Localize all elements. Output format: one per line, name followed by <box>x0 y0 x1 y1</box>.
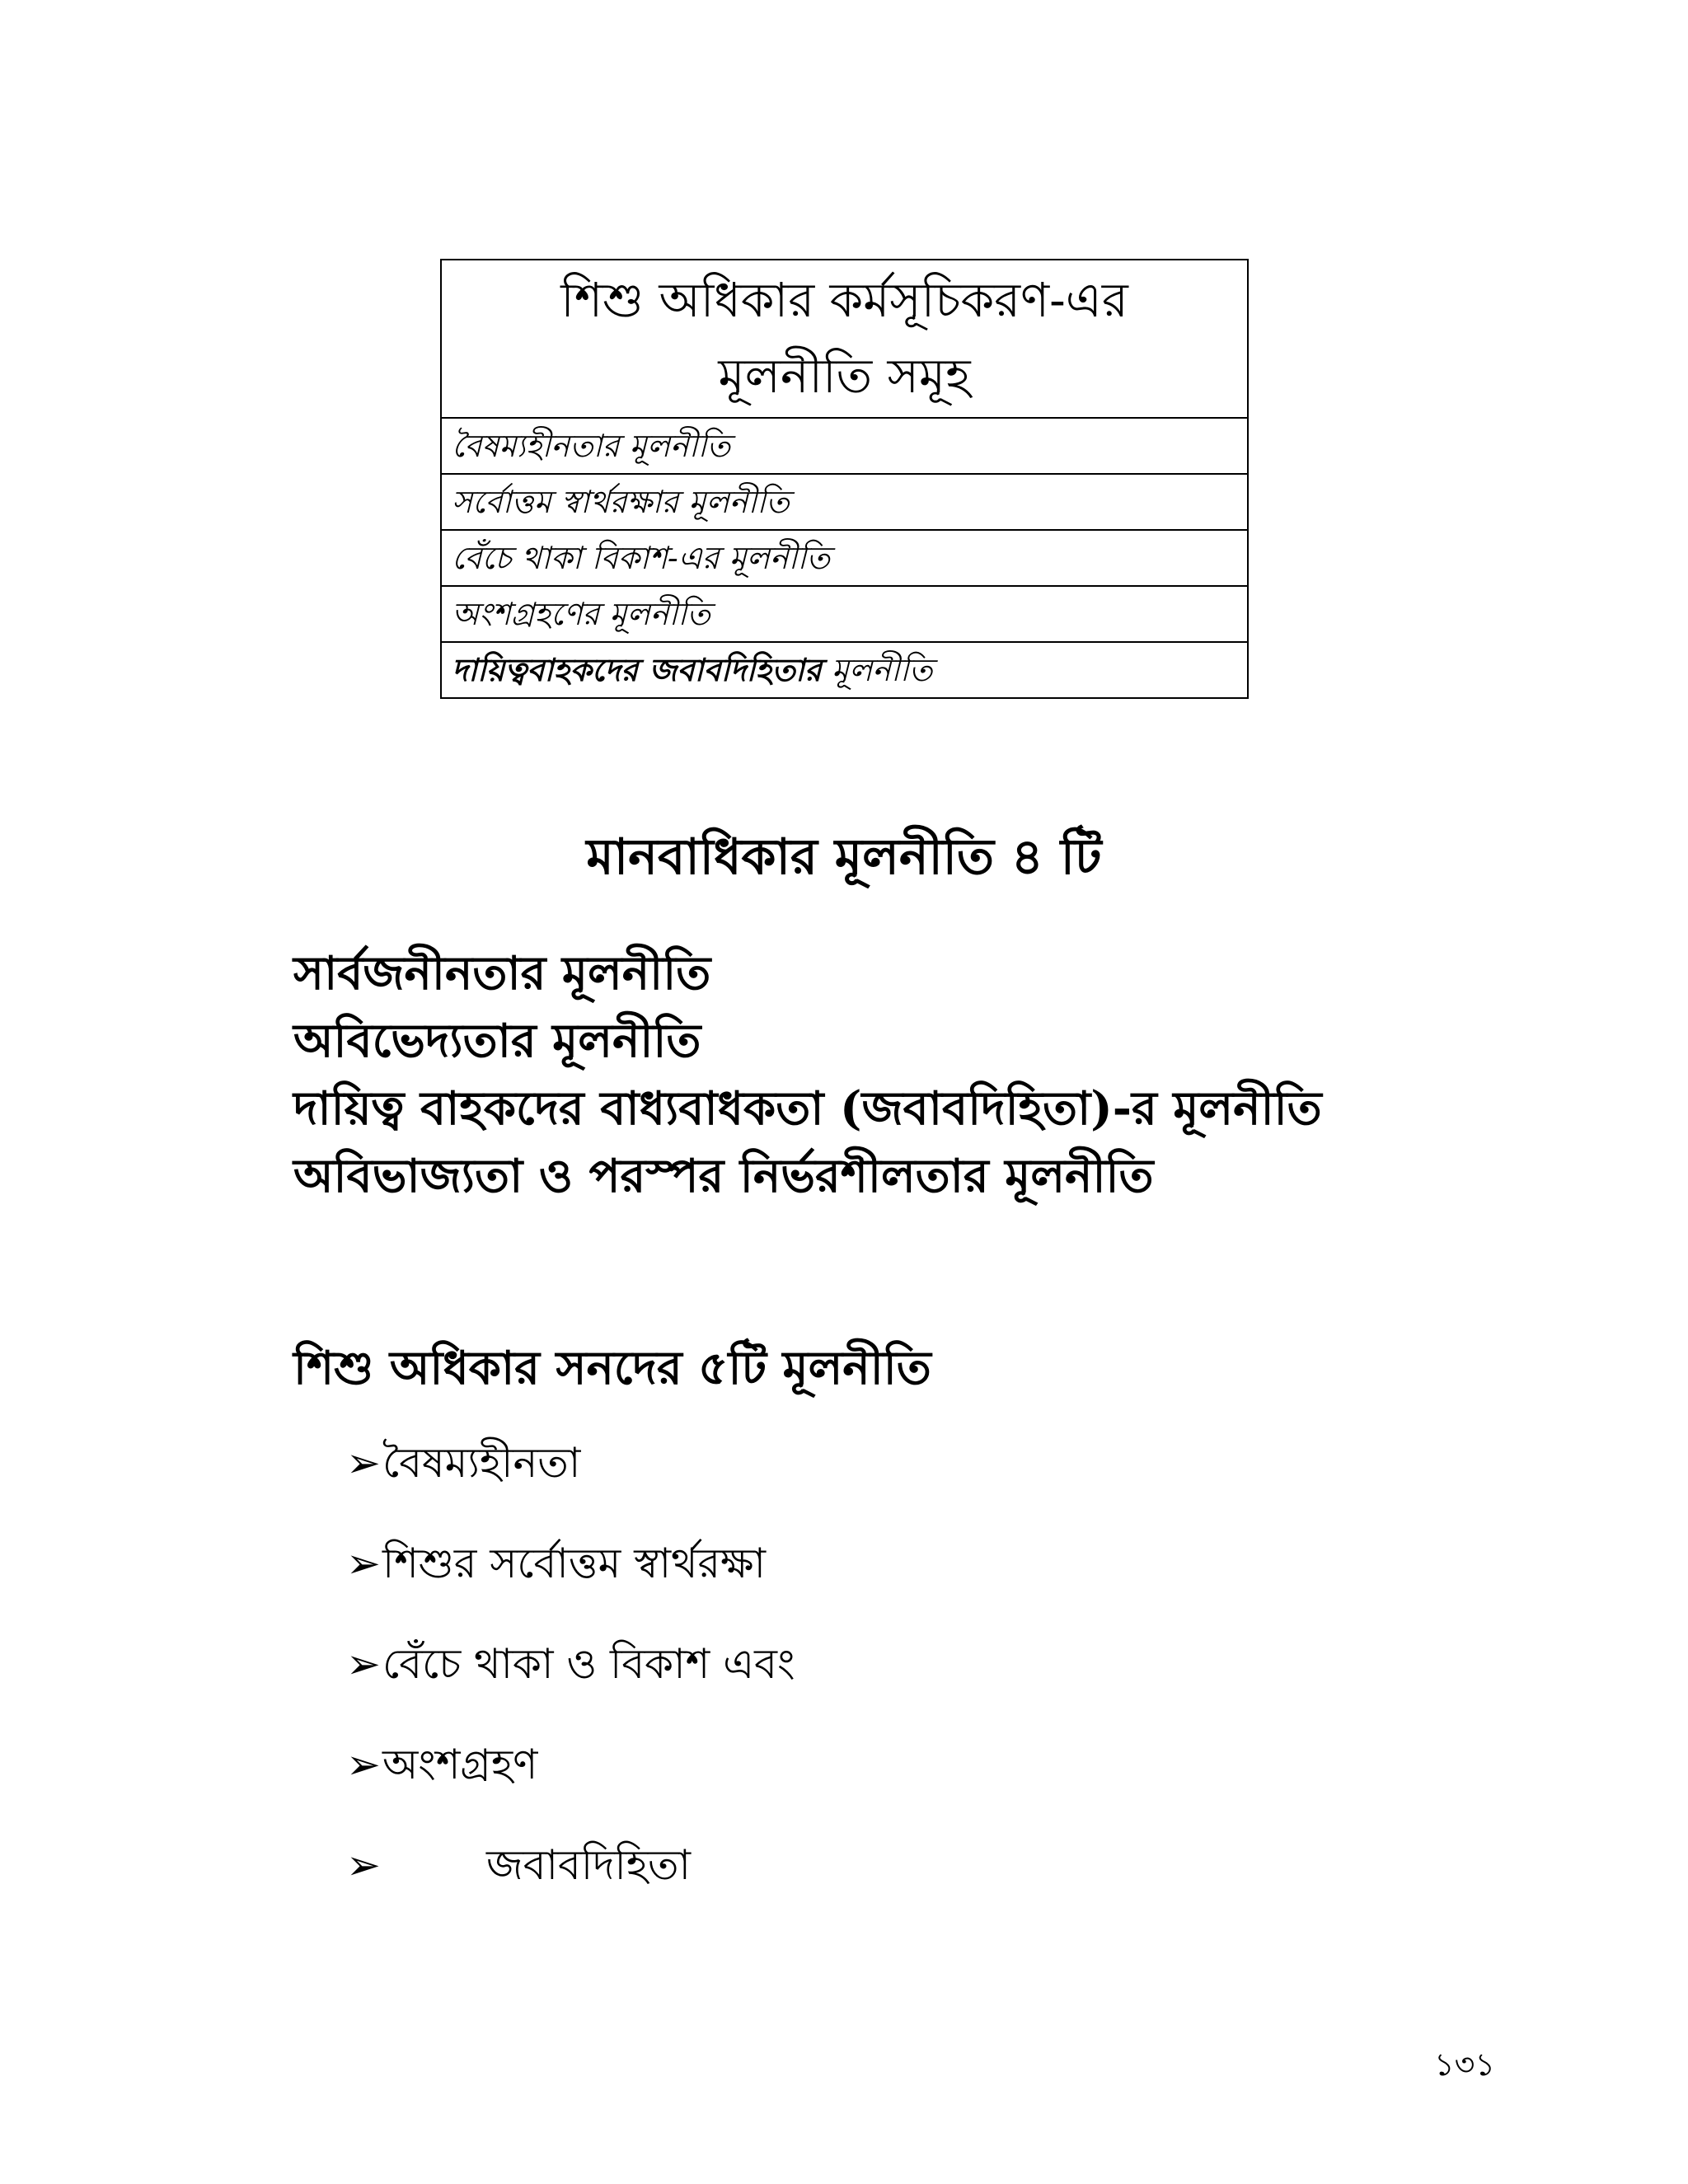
list-item-label: জবাবদিহিতা <box>486 1841 692 1889</box>
child-rights-list <box>346 1434 795 1937</box>
list-item-label: বেঁচে থাকা ও বিকাশ এবং <box>382 1640 795 1688</box>
arrowhead-icon: ➢ <box>346 1439 381 1487</box>
row-text: অংশগ্রহণের মূলনীতি <box>452 596 710 632</box>
arrowhead-icon: ➢ <box>346 1841 381 1889</box>
list-item-label: শিশুর সর্বোত্তম স্বার্থরক্ষা <box>382 1540 767 1587</box>
list-item: সার্বজনীনতার মূলনীতি <box>293 946 711 1001</box>
row-text: সর্বোত্তম স্বার্থরক্ষার মূলনীতি <box>452 484 790 520</box>
row-text: মূলনীতি <box>821 652 933 688</box>
table-title-line-2: মূলনীতি সমূহ <box>718 348 971 404</box>
principles-table <box>440 259 1249 699</box>
list-item <box>346 1836 795 1937</box>
table-row <box>442 531 1247 587</box>
list-item <box>346 1535 795 1635</box>
list-item: দায়িত্ব বাহকদের বাধ্যবাধকতা (জবাবদিহিতা)-র মূলনীতি <box>293 1081 1322 1136</box>
child-rights-heading: শিশু অধিকার সনদের ৫টি মূলনীতি <box>293 1341 931 1395</box>
arrowhead-icon: ➢ <box>346 1741 381 1788</box>
list-item-label: বৈষম্যহীনতা <box>382 1439 581 1487</box>
table-row <box>442 587 1247 643</box>
table-title <box>442 260 1247 419</box>
table-title-line-1: শিশু অধিকার কর্মসূচিকরণ-এর <box>560 272 1128 328</box>
row-text: বেঁচে থাকা বিকাশ-এর মূলনীতি <box>452 540 830 576</box>
table-row <box>442 419 1247 475</box>
page-number: ১৩১ <box>1434 2046 1496 2083</box>
arrowhead-icon: ➢ <box>346 1540 381 1587</box>
list-item <box>346 1434 795 1535</box>
list-item: অবিভেদ্যতার মূলনীতি <box>293 1014 701 1068</box>
table-row <box>442 643 1247 697</box>
list-item <box>346 1635 795 1736</box>
table-row <box>442 475 1247 531</box>
row-bold-text: দায়িত্ববাহকদের জবাবদিহিতার <box>452 651 822 688</box>
list-item-label: অংশগ্রহণ <box>382 1741 538 1788</box>
human-rights-list <box>293 940 1322 1210</box>
list-item <box>346 1736 795 1836</box>
row-text: বৈষম্যহীনতার মূলনীতি <box>452 428 730 464</box>
arrowhead-icon: ➢ <box>346 1640 381 1688</box>
list-item: অবিভাজ্যতা ও পরস্পর নির্ভরশীলতার মূলনীতি <box>293 1149 1154 1203</box>
human-rights-heading: মানবাধিকার মূলনীতি ৪ টি <box>586 828 1102 886</box>
